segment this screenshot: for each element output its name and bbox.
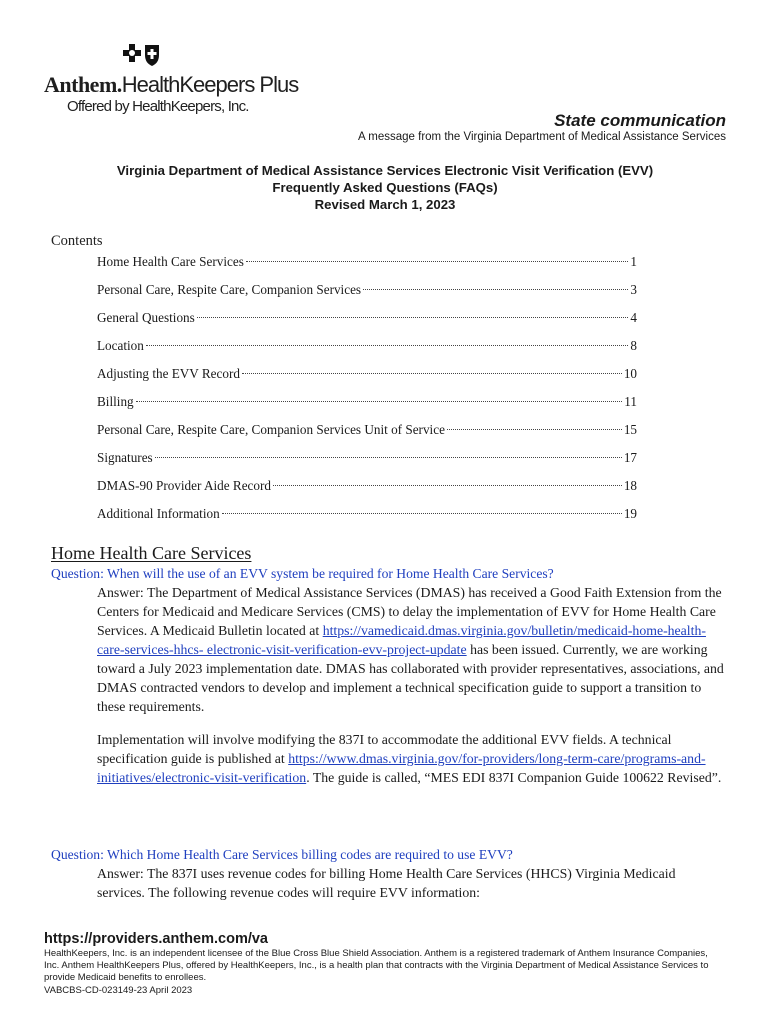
toc-item[interactable] xyxy=(97,310,637,338)
toc-item[interactable] xyxy=(97,450,637,478)
toc-item-label: Adjusting the EVV Record xyxy=(97,366,240,381)
footer-legal-text: HealthKeepers, Inc. is an independent licensee of the Blue Cross Blue Shield Association. Anthem is a registered trademark of Anthem Insurance Companies, Inc. Anthem HealthKeepers Plus, offered by HealthKeepers, Inc., is a health plan that contracts with the Virginia Department of Medical Assistance Services to provide Medicaid benefits to enrollees. xyxy=(44,948,709,983)
answer-1-paragraph-2: Implementation will involve modifying the 837I to accommodate the additional EVV fields. A technical specification guide is published at https://www.dmas.virginia.gov/for-providers/long-term-care/programs-and-initiatives/electronic-visit-verification. The guide is called, “MES EDI 837I Companion Guide 100622 Revised”. xyxy=(97,732,722,785)
toc-item[interactable] xyxy=(97,338,637,366)
footer-document-code: VABCBS-CD-023149-23 April 2023 xyxy=(44,985,193,996)
toc-item-page: 11 xyxy=(624,394,637,409)
toc-leader xyxy=(146,345,629,346)
toc-leader xyxy=(222,513,622,514)
table-of-contents xyxy=(97,254,637,534)
toc-leader xyxy=(136,401,623,402)
toc-item-page: 19 xyxy=(623,506,637,521)
toc-item-page: 10 xyxy=(623,366,637,381)
toc-item-page: 3 xyxy=(630,282,637,297)
toc-item-page: 4 xyxy=(630,310,637,325)
toc-item-page: 15 xyxy=(623,422,637,437)
toc-item-page: 1 xyxy=(630,254,637,269)
evv-spec-guide-link[interactable]: https://www.dmas.virginia.gov/for-providers/long-term-care/programs-and-initiatives/electronic-visit-verification xyxy=(97,751,706,785)
cross-shield-logo-icon xyxy=(122,42,162,68)
toc-item-label: General Questions xyxy=(97,310,195,325)
title-line-1: Virginia Department of Medical Assistance Services Electronic Visit Verification (EVV) xyxy=(116,163,654,178)
footer-url[interactable]: https://providers.anthem.com/va xyxy=(44,931,268,947)
toc-item-label: Home Health Care Services xyxy=(97,254,244,269)
brand-name: Anthem.HealthKeepers Plus xyxy=(44,72,299,97)
toc-item-label: Personal Care, Respite Care, Companion Services xyxy=(97,282,362,297)
state-communication-subtitle: A message from the Virginia Department of Medical Assistance Services xyxy=(358,131,726,143)
medicaid-bulletin-link[interactable]: https://vamedicaid.dmas.virginia.gov/bulletin/medicaid-home-health-care-services-hhcs- electronic-visit-verification-evv-project-update xyxy=(97,623,706,657)
state-communication-title: State communication xyxy=(554,111,726,130)
toc-leader xyxy=(246,261,629,262)
toc-leader xyxy=(242,373,622,374)
title-line-2: Frequently Asked Questions (FAQs) xyxy=(272,180,498,195)
toc-item[interactable] xyxy=(97,422,637,450)
question-1: Question: When will the use of an EVV system be required for Home Health Care Services? xyxy=(51,566,554,581)
toc-item-page: 18 xyxy=(623,478,637,493)
section-heading: Home Health Care Services xyxy=(51,543,252,563)
blue-shield-icon xyxy=(145,45,159,66)
toc-item[interactable] xyxy=(97,254,637,282)
toc-heading: Contents xyxy=(51,233,103,249)
toc-item[interactable] xyxy=(97,506,637,534)
answer-2: Answer: The 837I uses revenue codes for billing Home Health Care Services (HHCS) Virginia Medicaid services. The following revenue codes will require EVV information: xyxy=(97,866,676,900)
document-title xyxy=(40,162,730,213)
answer-1 xyxy=(97,583,725,799)
title-line-3: Revised March 1, 2023 xyxy=(314,197,456,212)
toc-leader xyxy=(155,457,622,458)
toc-item-label: Location xyxy=(97,338,144,353)
toc-leader xyxy=(363,289,628,290)
blue-cross-icon xyxy=(123,44,141,62)
toc-item[interactable] xyxy=(97,366,637,394)
toc-item[interactable] xyxy=(97,282,637,310)
toc-leader xyxy=(197,317,629,318)
toc-leader xyxy=(273,485,622,486)
toc-item-page: 17 xyxy=(623,450,637,465)
toc-item[interactable] xyxy=(97,478,637,506)
toc-item[interactable] xyxy=(97,394,637,422)
toc-item-label: Signatures xyxy=(97,450,153,465)
toc-item-label: Additional Information xyxy=(97,506,220,521)
question-2: Question: Which Home Health Care Services billing codes are required to use EVV? xyxy=(51,847,513,862)
toc-leader xyxy=(447,429,622,430)
offered-by: Offered by HealthKeepers, Inc. xyxy=(67,98,249,115)
toc-item-page: 8 xyxy=(630,338,637,353)
toc-item-label: Billing xyxy=(97,394,134,409)
toc-item-label: DMAS-90 Provider Aide Record xyxy=(97,478,271,493)
toc-item-label: Personal Care, Respite Care, Companion Services Unit of Service xyxy=(97,422,445,437)
answer-1-paragraph-1: Answer: The Department of Medical Assistance Services (DMAS) has received a Good Faith Extension from the Centers for Medicaid and Medicare Services (CMS) to delay the implementation of EVV for Home Health Care Services. A Medicaid Bulletin located at https://vamedicaid.dmas.virginia.gov/bulletin/medicaid-home-health-care-services-hhcs- electronic-visit-verification-evv-project-update has been issued. Currently, we are working toward a July 2023 implementation date. DMAS has collaborated with provider representatives, associations, and DMAS contracted vendors to develop and implement a technical specification guide to support a transition to these requirements. xyxy=(97,585,724,714)
